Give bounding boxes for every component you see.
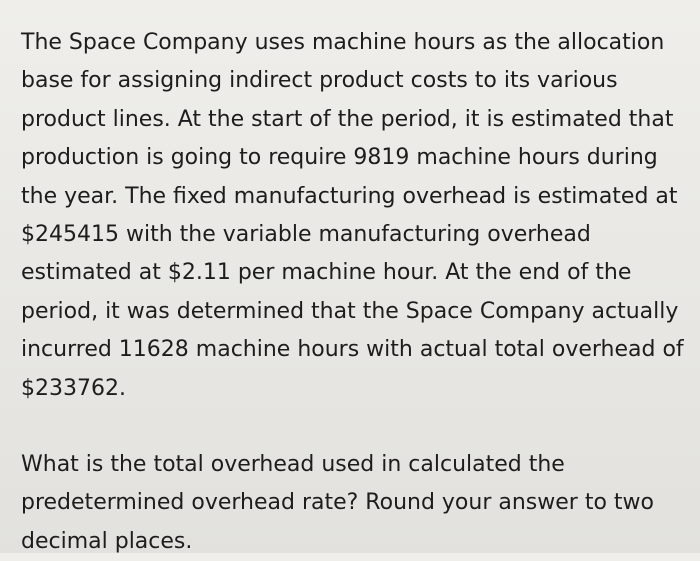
problem-line: period, it was determined that the Space Company actually (21, 298, 679, 324)
problem-statement (21, 24, 700, 408)
question-line: predetermined overhead rate? Round your answer to two (21, 490, 654, 516)
question-prompt (21, 446, 700, 561)
paragraph-spacer (21, 408, 700, 446)
problem-line: incurred 11628 machine hours with actual total overhead of (21, 337, 684, 363)
problem-line: $233762. (21, 375, 126, 401)
problem-line: production is going to require 9819 machine hours during (21, 145, 658, 171)
question-line: decimal places. (21, 528, 193, 554)
problem-line: the year. The fixed manufacturing overhead is estimated at (21, 183, 678, 209)
question-line: What is the total overhead used in calculated the (21, 452, 565, 478)
problem-line: estimated at $2.11 per machine hour. At the end of the (21, 260, 632, 286)
problem-line: $245415 with the variable manufacturing overhead (21, 222, 591, 248)
problem-line: product lines. At the start of the period, it is estimated that (21, 106, 674, 132)
problem-line: The Space Company uses machine hours as the allocation (21, 30, 665, 55)
problem-line: base for assigning indirect product costs to its various (21, 68, 618, 94)
